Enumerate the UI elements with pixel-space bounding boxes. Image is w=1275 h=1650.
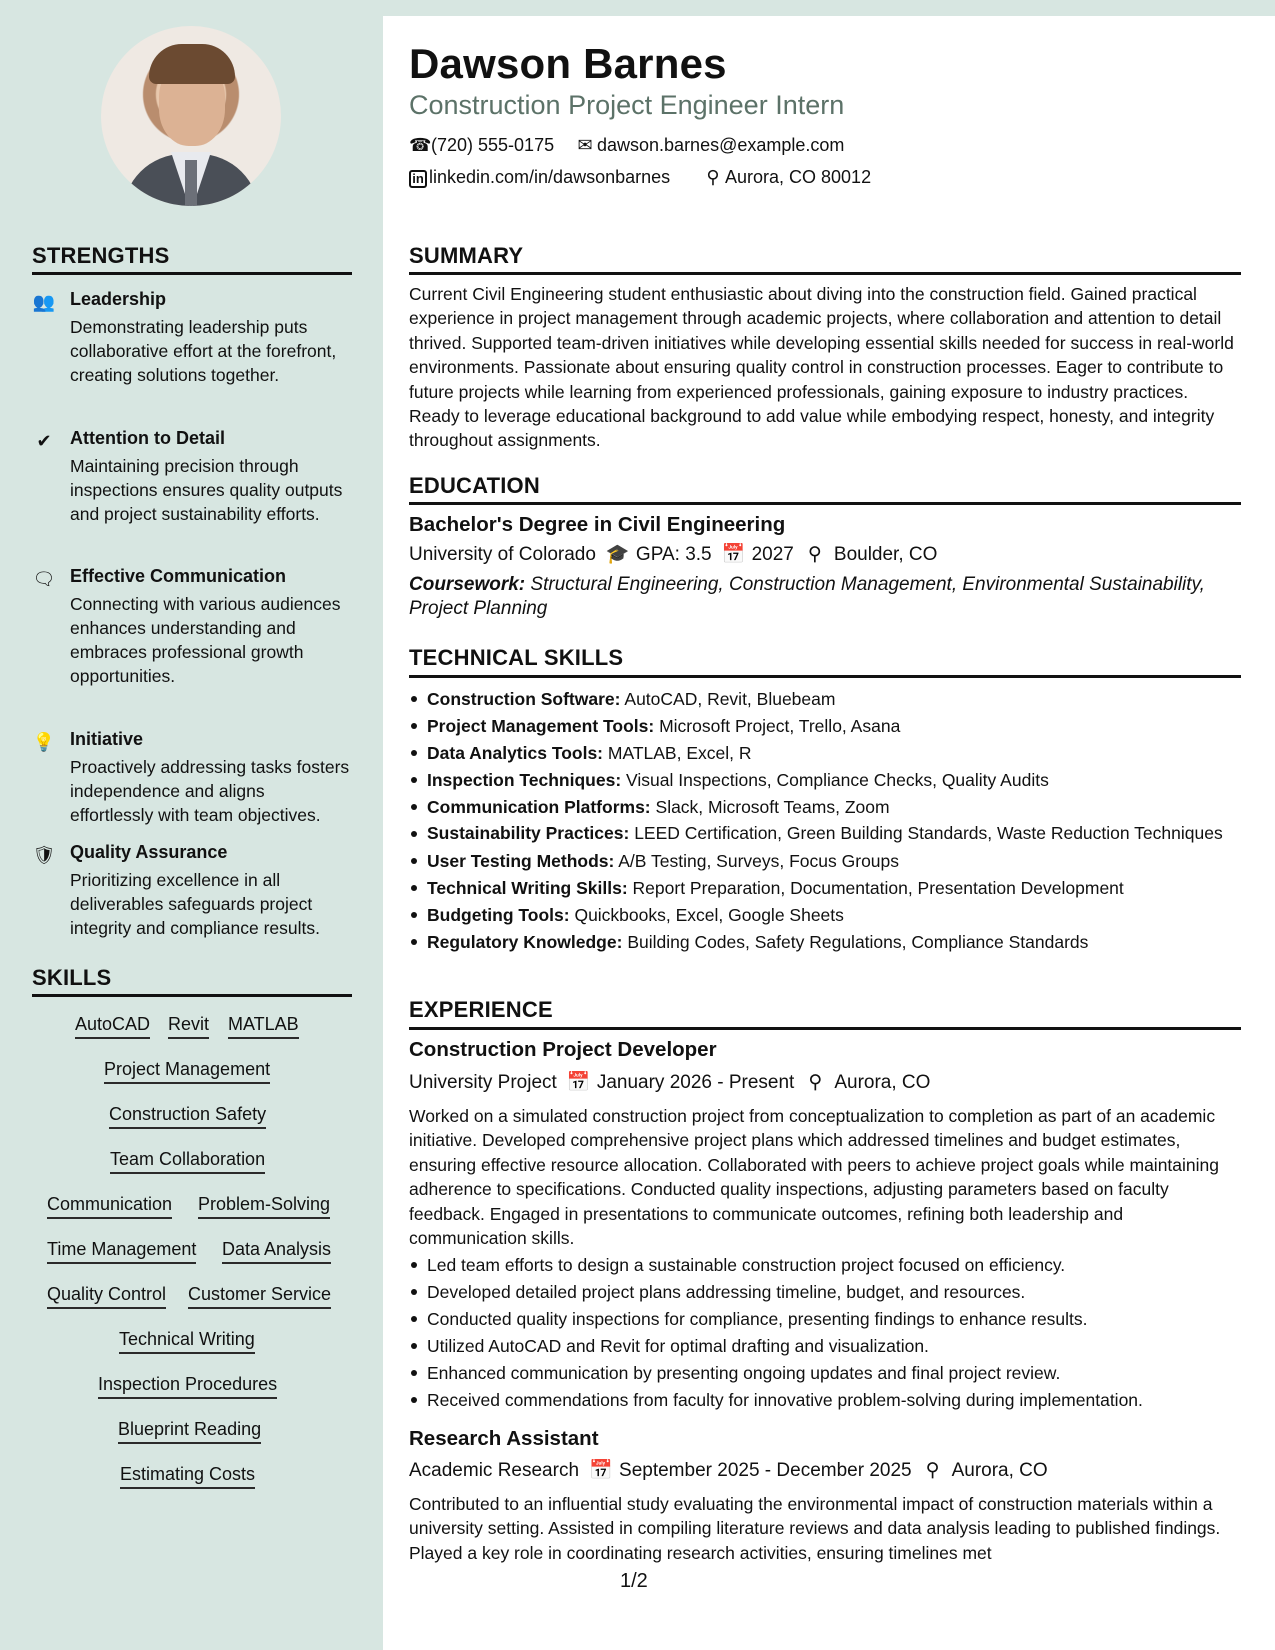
list-item: Utilized AutoCAD and Revit for optimal drafting and visualization.	[409, 1333, 1249, 1360]
location-text: Aurora, CO 80012	[725, 167, 872, 187]
linkedin-contact[interactable]	[409, 167, 670, 188]
skills-heading: SKILLS	[32, 965, 112, 990]
skill-tag: Inspection Procedures	[98, 1374, 277, 1399]
phone-contact	[409, 135, 554, 156]
list-item: Technical Writing Skills: Report Preparation, Documentation, Presentation Development	[409, 875, 1249, 902]
skill-tag: Estimating Costs	[120, 1464, 255, 1489]
list-item: User Testing Methods: A/B Testing, Surveys, Focus Groups	[409, 848, 1249, 875]
job-dates: January 2026 - Present	[596, 1072, 795, 1093]
coursework-list: Structural Engineering, Construction Management, Environmental Sustainability, Project Planning	[409, 574, 1205, 619]
strength-title: Effective Communication	[70, 566, 287, 586]
job-dates: September 2025 - December 2025	[619, 1460, 912, 1481]
list-item: Budgeting Tools: Quickbooks, Excel, Google Sheets	[409, 902, 1249, 929]
list-item: Received commendations from faculty for innovative problem-solving during implementation.	[409, 1387, 1249, 1414]
skill-tag: Revit	[168, 1014, 209, 1039]
technical-skills-heading: TECHNICAL SKILLS	[409, 645, 624, 670]
job-location: Aurora, CO	[834, 1072, 931, 1093]
graduation-year: 2027	[751, 544, 794, 565]
candidate-title: Construction Project Engineer Intern	[409, 90, 845, 120]
strength-desc: Demonstrating leadership puts collaborative effort at the forefront, creating solutions together.	[70, 317, 337, 385]
skill-tag: Project Management	[104, 1059, 270, 1084]
technical-skills-list	[409, 686, 1249, 956]
map-pin-icon: ⚲	[808, 1072, 823, 1093]
check-circle-icon: ✔	[36, 431, 52, 451]
phone-text: (720) 555-0175	[431, 135, 555, 155]
strength-desc: Prioritizing excellence in all deliverables safeguards project integrity and compliance results.	[70, 870, 320, 938]
summary-rule	[409, 272, 1241, 275]
job-org: University Project	[409, 1072, 557, 1093]
envelope-icon: ✉	[577, 135, 593, 155]
email-contact[interactable]	[575, 135, 844, 156]
technical-skills-rule	[409, 675, 1241, 678]
job-location: Aurora, CO	[951, 1460, 1048, 1481]
skill-tag: Construction Safety	[109, 1104, 266, 1129]
linkedin-icon: in	[409, 170, 427, 188]
list-item: Enhanced communication by presenting ongoing updates and final project review.	[409, 1360, 1249, 1387]
skill-tag: Time Management	[47, 1239, 196, 1264]
coursework-label: Coursework:	[409, 574, 526, 595]
list-item: Communication Platforms: Slack, Microsoft Teams, Zoom	[409, 794, 1249, 821]
strength-title: Quality Assurance	[70, 842, 228, 862]
linkedin-text[interactable]: linkedin.com/in/dawsonbarnes	[429, 167, 671, 187]
skills-rule	[32, 994, 352, 997]
experience-rule	[409, 1027, 1241, 1030]
list-item: Regulatory Knowledge: Building Codes, Safety Regulations, Compliance Standards	[409, 929, 1249, 956]
job-meta	[409, 1458, 1048, 1482]
candidate-name: Dawson Barnes	[409, 40, 727, 87]
job-title: Research Assistant	[409, 1427, 599, 1450]
skill-tag: Technical Writing	[119, 1329, 255, 1354]
skill-tag: Communication	[47, 1194, 172, 1219]
lightbulb-icon: 💡	[32, 732, 56, 752]
list-item: Inspection Techniques: Visual Inspections, Compliance Checks, Quality Audits	[409, 767, 1249, 794]
experience-heading: EXPERIENCE	[409, 997, 553, 1022]
skill-tag: Team Collaboration	[110, 1149, 265, 1174]
profile-photo	[101, 26, 281, 206]
users-icon: 👥	[32, 292, 56, 312]
job-org: Academic Research	[409, 1460, 580, 1481]
map-pin-icon: ⚲	[807, 544, 822, 565]
shield-icon: 🛡	[32, 845, 56, 865]
list-item: Led team efforts to design a sustainable construction project focused on efficiency.	[409, 1252, 1249, 1279]
strength-desc: Proactively addressing tasks fosters independence and aligns effortlessly with team objectives.	[70, 757, 350, 825]
degree-title: Bachelor's Degree in Civil Engineering	[409, 513, 786, 536]
strength-title: Initiative	[70, 729, 144, 749]
list-item: Data Analytics Tools: MATLAB, Excel, R	[409, 740, 1249, 767]
skill-tag: Data Analysis	[222, 1239, 331, 1264]
phone-icon: ☎	[409, 135, 432, 155]
skill-tag: AutoCAD	[75, 1014, 150, 1039]
strengths-heading: STRENGTHS	[32, 243, 170, 268]
job-meta	[409, 1070, 930, 1094]
job-title: Construction Project Developer	[409, 1038, 717, 1061]
page-number: 1/2	[620, 1570, 648, 1592]
strength-title: Leadership	[70, 289, 167, 309]
strengths-rule	[32, 272, 352, 275]
calendar-icon: 📅	[721, 544, 746, 565]
summary-text: Current Civil Engineering student enthusiastic about diving into the construction field. Gained practical experience in project management through academic projects, where collaboration and attention to detail thrived. Supported team-driven initiatives while developing essential skills needed for success in real-world environments. Passionate about ensuring quality control in construction processes. Eager to contribute to future projects while learning from experienced professionals, gaining exposure to industry practices. Ready to leverage educational background to add value while embodying respect, honesty, and integrity throughout assignments.	[409, 284, 1234, 451]
coursework	[409, 573, 1229, 621]
map-pin-icon: ⚲	[706, 167, 720, 187]
skill-tag: Problem-Solving	[198, 1194, 330, 1219]
job-bullets	[409, 1252, 1249, 1414]
education-meta	[409, 542, 937, 566]
sidebar	[0, 0, 383, 1650]
strength-desc: Connecting with various audiences enhances understanding and embraces professional growth opportunities.	[70, 594, 341, 686]
skill-tag: Quality Control	[47, 1284, 166, 1309]
location-contact	[703, 167, 871, 188]
education-heading: EDUCATION	[409, 473, 540, 498]
school-location: Boulder, CO	[833, 544, 938, 565]
strength-desc: Maintaining precision through inspections ensures quality outputs and project sustainability efforts.	[70, 456, 343, 524]
skill-tag: MATLAB	[228, 1014, 299, 1039]
list-item: Construction Software: AutoCAD, Revit, Bluebeam	[409, 686, 1249, 713]
list-item: Sustainability Practices: LEED Certification, Green Building Standards, Waste Reduction Techniques	[409, 821, 1249, 846]
calendar-icon: 📅	[589, 1460, 613, 1481]
list-item: Developed detailed project plans addressing timeline, budget, and resources.	[409, 1279, 1249, 1306]
job-summary: Contributed to an influential study evaluating the environmental impact of construction materials within a university setting. Assisted in compiling literature reviews and data analysis leading to published findings. Played a key role in coordinating research activities, ensuring timelines met	[409, 1494, 1221, 1563]
job-summary: Worked on a simulated construction project from conceptualization to completion as part of an academic initiative. Developed comprehensive project plans which addressed timelines and budget estimates, ensuring effective resource allocation. Collaborated with peers to achieve project goals while maintaining adherence to specifications. Conducted quality inspections, adjusting parameters based on faculty feedback. Engaged in presentations to communicate outcomes, refining both leadership and communication skills.	[409, 1106, 1219, 1249]
list-item: Conducted quality inspections for compliance, presenting findings to enhance results.	[409, 1306, 1249, 1333]
gpa: GPA: 3.5	[635, 544, 712, 565]
map-pin-icon: ⚲	[925, 1460, 940, 1481]
skill-tag: Blueprint Reading	[118, 1419, 261, 1444]
school-name: University of Colorado	[409, 544, 596, 565]
graduation-cap-icon: 🎓	[605, 544, 630, 565]
speech-bubble-icon: 🗨	[32, 569, 56, 589]
education-rule	[409, 502, 1241, 505]
list-item: Project Management Tools: Microsoft Project, Trello, Asana	[409, 713, 1249, 740]
email-text[interactable]: dawson.barnes@example.com	[597, 135, 845, 155]
calendar-icon: 📅	[566, 1072, 591, 1093]
skill-tag: Customer Service	[188, 1284, 331, 1309]
strength-title: Attention to Detail	[70, 428, 225, 448]
summary-heading: SUMMARY	[409, 243, 524, 268]
